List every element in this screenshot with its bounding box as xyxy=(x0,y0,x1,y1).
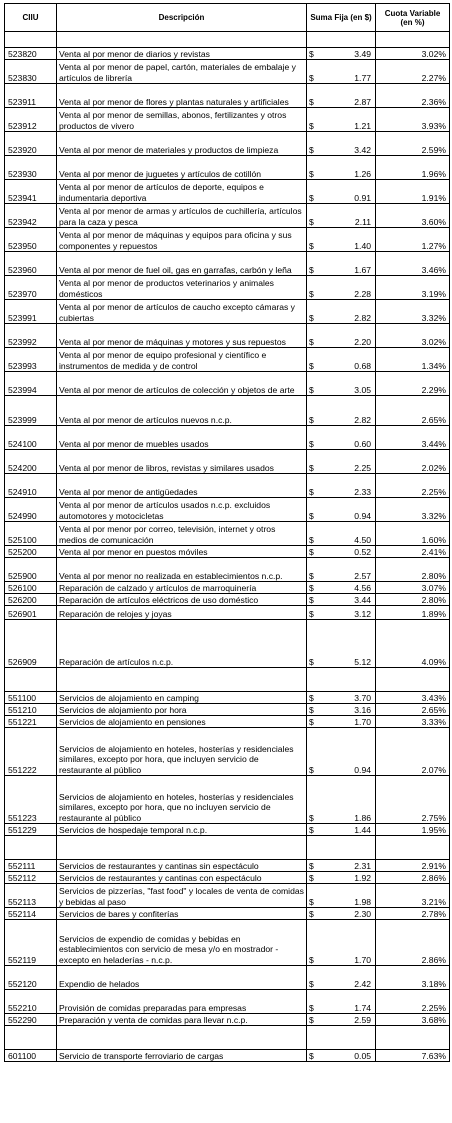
suma-fija-cell: 0.94 xyxy=(319,498,376,522)
suma-fija-cell: 1.70 xyxy=(319,920,376,966)
currency-symbol: $ xyxy=(307,704,319,716)
fee-table xyxy=(4,3,450,1062)
ciiu-cell: 551223 xyxy=(5,776,57,824)
table-row xyxy=(5,204,450,228)
currency-symbol: $ xyxy=(307,324,319,348)
currency-symbol: $ xyxy=(307,474,319,498)
ciiu-cell: 601100 xyxy=(5,1050,57,1062)
cuota-variable-cell: 2.86% xyxy=(376,872,450,884)
cuota-variable-cell: 4.09% xyxy=(376,620,450,668)
suma-fija-cell: 3.70 xyxy=(319,692,376,704)
ciiu-cell xyxy=(5,836,57,860)
suma-fija-cell xyxy=(319,836,376,860)
description-cell: Venta al por menor de artículos usados n.c.p. excluidos automotores y motocicletas xyxy=(57,498,307,522)
suma-fija-cell: 2.42 xyxy=(319,966,376,990)
suma-fija-cell: 2.57 xyxy=(319,558,376,582)
cuota-variable-cell: 3.46% xyxy=(376,252,450,276)
currency-symbol: $ xyxy=(307,522,319,546)
cuota-variable-cell: 2.41% xyxy=(376,546,450,558)
cuota-variable-cell: 1.27% xyxy=(376,228,450,252)
table-row xyxy=(5,396,450,426)
table-row xyxy=(5,824,450,836)
currency-symbol xyxy=(307,1026,319,1050)
cuota-variable-cell: 2.86% xyxy=(376,920,450,966)
cuota-variable-cell: 1.96% xyxy=(376,156,450,180)
fee-table-sheet xyxy=(4,3,449,1116)
description-cell: Venta al por menor de productos veterinarios y animales domésticos xyxy=(57,276,307,300)
currency-symbol: $ xyxy=(307,396,319,426)
currency-symbol: $ xyxy=(307,692,319,704)
description-cell: Venta al por menor no realizada en establecimientos n.c.p. xyxy=(57,558,307,582)
cuota-variable-cell xyxy=(376,668,450,692)
table-row xyxy=(5,836,450,860)
cuota-variable-cell: 3.18% xyxy=(376,966,450,990)
description-cell: Venta al por menor de materiales y productos de limpieza xyxy=(57,132,307,156)
table-row xyxy=(5,692,450,704)
currency-symbol: $ xyxy=(307,180,319,204)
cuota-variable-cell: 3.93% xyxy=(376,108,450,132)
suma-fija-cell: 2.28 xyxy=(319,276,376,300)
table-row xyxy=(5,48,450,60)
cuota-variable-cell: 2.78% xyxy=(376,908,450,920)
table-row xyxy=(5,498,450,522)
table-row xyxy=(5,180,450,204)
suma-fija-cell: 1.92 xyxy=(319,872,376,884)
currency-symbol: $ xyxy=(307,348,319,372)
ciiu-cell: 524200 xyxy=(5,450,57,474)
table-row xyxy=(5,594,450,606)
ciiu-cell xyxy=(5,1026,57,1050)
cuota-variable-cell: 3.32% xyxy=(376,498,450,522)
suma-fija-cell: 1.26 xyxy=(319,156,376,180)
currency-symbol: $ xyxy=(307,204,319,228)
ciiu-cell: 523991 xyxy=(5,300,57,324)
suma-fija-cell: 3.42 xyxy=(319,132,376,156)
table-row xyxy=(5,728,450,776)
currency-symbol: $ xyxy=(307,990,319,1014)
cuota-variable-cell: 2.91% xyxy=(376,860,450,872)
suma-fija-cell: 3.49 xyxy=(319,48,376,60)
table-row xyxy=(5,252,450,276)
ciiu-cell: 551221 xyxy=(5,716,57,728)
currency-symbol: $ xyxy=(307,716,319,728)
cuota-variable-cell: 2.65% xyxy=(376,396,450,426)
cuota-variable-cell: 1.60% xyxy=(376,522,450,546)
cuota-variable-cell: 1.95% xyxy=(376,824,450,836)
cuota-variable-cell: 3.60% xyxy=(376,204,450,228)
ciiu-cell: 523993 xyxy=(5,348,57,372)
description-cell: Venta al por menor de artículos de deporte, equipos e indumentaria deportiva xyxy=(57,180,307,204)
table-row xyxy=(5,522,450,546)
table-row xyxy=(5,426,450,450)
currency-symbol: $ xyxy=(307,966,319,990)
description-cell: Servicios de bares y confiterías xyxy=(57,908,307,920)
description-cell: Reparación de calzado y artículos de marroquinería xyxy=(57,582,307,594)
table-row xyxy=(5,1014,450,1026)
cuota-variable-cell: 3.33% xyxy=(376,716,450,728)
description-cell: Venta al por menor de artículos de colección y objetos de arte xyxy=(57,372,307,396)
currency-symbol: $ xyxy=(307,300,319,324)
table-row xyxy=(5,558,450,582)
table-row xyxy=(5,132,450,156)
cuota-variable-cell: 3.21% xyxy=(376,884,450,908)
cuota-variable-cell: 2.25% xyxy=(376,990,450,1014)
table-row xyxy=(5,1050,450,1062)
cuota-variable-cell: 1.89% xyxy=(376,606,450,620)
currency-symbol: $ xyxy=(307,582,319,594)
table-row xyxy=(5,474,450,498)
ciiu-cell: 523994 xyxy=(5,372,57,396)
ciiu-cell: 523942 xyxy=(5,204,57,228)
table-row xyxy=(5,668,450,692)
table-row xyxy=(5,60,450,84)
suma-fija-cell xyxy=(319,32,376,48)
currency-symbol: $ xyxy=(307,824,319,836)
cuota-variable-cell: 3.02% xyxy=(376,324,450,348)
cuota-variable-cell: 3.44% xyxy=(376,426,450,450)
suma-fija-cell: 3.44 xyxy=(319,594,376,606)
currency-symbol: $ xyxy=(307,776,319,824)
table-row xyxy=(5,84,450,108)
cuota-variable-cell: 2.27% xyxy=(376,60,450,84)
suma-fija-cell: 2.82 xyxy=(319,396,376,426)
description-cell: Venta al por menor de papel, cartón, materiales de embalaje y artículos de librería xyxy=(57,60,307,84)
table-row xyxy=(5,776,450,824)
suma-fija-cell: 2.20 xyxy=(319,324,376,348)
suma-fija-cell: 2.25 xyxy=(319,450,376,474)
suma-fija-cell: 1.77 xyxy=(319,60,376,84)
currency-symbol: $ xyxy=(307,860,319,872)
cuota-variable-cell: 2.07% xyxy=(376,728,450,776)
ciiu-cell: 523920 xyxy=(5,132,57,156)
description-cell: Servicios de expendio de comidas y bebidas en establecimientos con servicio de mesa y/o en mostrador - excepto en heladerías - n.c.p. xyxy=(57,920,307,966)
ciiu-cell: 525100 xyxy=(5,522,57,546)
suma-fija-cell xyxy=(319,668,376,692)
currency-symbol: $ xyxy=(307,884,319,908)
currency-symbol xyxy=(307,668,319,692)
suma-fija-cell: 0.05 xyxy=(319,1050,376,1062)
cuota-variable-cell: 2.65% xyxy=(376,704,450,716)
description-cell: Servicios de alojamiento por hora xyxy=(57,704,307,716)
ciiu-cell xyxy=(5,668,57,692)
suma-fija-cell: 0.60 xyxy=(319,426,376,450)
cuota-variable-cell: 1.34% xyxy=(376,348,450,372)
description-cell: Servicio de transporte ferroviario de cargas xyxy=(57,1050,307,1062)
cuota-variable-cell: 3.19% xyxy=(376,276,450,300)
suma-fija-cell: 1.70 xyxy=(319,716,376,728)
header-descripcion: Descripción xyxy=(57,4,307,32)
header-cuota-variable: Cuota Variable (en %) xyxy=(376,4,450,32)
description-cell: Venta al por menor de muebles usados xyxy=(57,426,307,450)
currency-symbol: $ xyxy=(307,728,319,776)
cuota-variable-cell: 3.43% xyxy=(376,692,450,704)
currency-symbol: $ xyxy=(307,252,319,276)
table-row xyxy=(5,860,450,872)
table-row xyxy=(5,606,450,620)
cuota-variable-cell: 3.07% xyxy=(376,582,450,594)
description-cell: Venta al por menor de máquinas y equipos para oficina y sus componentes y repuestos xyxy=(57,228,307,252)
table-row xyxy=(5,920,450,966)
suma-fija-cell: 1.21 xyxy=(319,108,376,132)
description-cell: Venta al por menor de equipo profesional y científico e instrumentos de medida y de control xyxy=(57,348,307,372)
ciiu-cell: 552114 xyxy=(5,908,57,920)
currency-symbol: $ xyxy=(307,450,319,474)
suma-fija-cell: 2.87 xyxy=(319,84,376,108)
description-cell: Venta al por menor de armas y artículos de cuchillería, artículos para la caza y pesca xyxy=(57,204,307,228)
cuota-variable-cell: 7.63% xyxy=(376,1050,450,1062)
ciiu-cell: 523999 xyxy=(5,396,57,426)
suma-fija-cell: 4.50 xyxy=(319,522,376,546)
table-body xyxy=(5,32,450,1062)
currency-symbol: $ xyxy=(307,594,319,606)
suma-fija-cell: 2.33 xyxy=(319,474,376,498)
suma-fija-cell: 2.59 xyxy=(319,1014,376,1026)
table-row xyxy=(5,704,450,716)
description-cell: Venta al por menor de libros, revistas y similares usados xyxy=(57,450,307,474)
table-row xyxy=(5,872,450,884)
table-row xyxy=(5,450,450,474)
ciiu-cell: 552111 xyxy=(5,860,57,872)
suma-fija-cell: 1.40 xyxy=(319,228,376,252)
description-cell: Reparación de relojes y joyas xyxy=(57,606,307,620)
cuota-variable-cell xyxy=(376,836,450,860)
cuota-variable-cell: 2.80% xyxy=(376,594,450,606)
suma-fija-cell: 2.30 xyxy=(319,908,376,920)
currency-symbol: $ xyxy=(307,498,319,522)
ciiu-cell: 526901 xyxy=(5,606,57,620)
table-row xyxy=(5,156,450,180)
description-cell: Venta al por menor de flores y plantas naturales y artificiales xyxy=(57,84,307,108)
cuota-variable-cell xyxy=(376,32,450,48)
ciiu-cell: 523960 xyxy=(5,252,57,276)
description-cell: Venta al por menor por correo, televisión, internet y otros medios de comunicación xyxy=(57,522,307,546)
ciiu-cell: 552210 xyxy=(5,990,57,1014)
currency-symbol: $ xyxy=(307,156,319,180)
currency-symbol: $ xyxy=(307,546,319,558)
currency-symbol: $ xyxy=(307,276,319,300)
suma-fija-cell: 3.05 xyxy=(319,372,376,396)
ciiu-cell: 551222 xyxy=(5,728,57,776)
suma-fija-cell xyxy=(319,1026,376,1050)
currency-symbol: $ xyxy=(307,620,319,668)
ciiu-cell: 552120 xyxy=(5,966,57,990)
ciiu-cell: 523911 xyxy=(5,84,57,108)
ciiu-cell: 523970 xyxy=(5,276,57,300)
table-row xyxy=(5,276,450,300)
suma-fija-cell: 1.44 xyxy=(319,824,376,836)
description-cell xyxy=(57,32,307,48)
cuota-variable-cell: 2.59% xyxy=(376,132,450,156)
description-cell: Servicios de alojamiento en hoteles, hosterías y residenciales similares, excepto por hora, que no incluyen servicio de restaurante al público xyxy=(57,776,307,824)
currency-symbol: $ xyxy=(307,872,319,884)
ciiu-cell: 551100 xyxy=(5,692,57,704)
currency-symbol: $ xyxy=(307,1014,319,1026)
description-cell: Reparación de artículos eléctricos de uso doméstico xyxy=(57,594,307,606)
currency-symbol: $ xyxy=(307,60,319,84)
ciiu-cell: 551229 xyxy=(5,824,57,836)
description-cell: Preparación y venta de comidas para llevar n.c.p. xyxy=(57,1014,307,1026)
description-cell: Reparación de artículos n.c.p. xyxy=(57,620,307,668)
currency-symbol xyxy=(307,32,319,48)
description-cell: Venta al por menor de antigüedades xyxy=(57,474,307,498)
description-cell: Servicios de alojamiento en camping xyxy=(57,692,307,704)
table-row xyxy=(5,908,450,920)
description-cell: Servicios de pizzerías, "fast food" y locales de venta de comidas y bebidas al paso xyxy=(57,884,307,908)
currency-symbol: $ xyxy=(307,908,319,920)
description-cell: Venta al por menor de máquinas y motores y sus repuestos xyxy=(57,324,307,348)
suma-fija-cell: 2.31 xyxy=(319,860,376,872)
description-cell: Venta al por menor de artículos nuevos n.c.p. xyxy=(57,396,307,426)
ciiu-cell: 525900 xyxy=(5,558,57,582)
description-cell: Servicios de restaurantes y cantinas con espectáculo xyxy=(57,872,307,884)
ciiu-cell: 526200 xyxy=(5,594,57,606)
ciiu-cell: 523950 xyxy=(5,228,57,252)
ciiu-cell: 523912 xyxy=(5,108,57,132)
currency-symbol: $ xyxy=(307,228,319,252)
ciiu-cell: 525200 xyxy=(5,546,57,558)
suma-fija-cell: 0.52 xyxy=(319,546,376,558)
ciiu-cell: 552290 xyxy=(5,1014,57,1026)
ciiu-cell: 552112 xyxy=(5,872,57,884)
table-row xyxy=(5,32,450,48)
ciiu-cell: 524100 xyxy=(5,426,57,450)
suma-fija-cell: 3.16 xyxy=(319,704,376,716)
cuota-variable-cell: 2.75% xyxy=(376,776,450,824)
ciiu-cell: 524990 xyxy=(5,498,57,522)
suma-fija-cell: 1.86 xyxy=(319,776,376,824)
description-cell: Servicios de alojamiento en hoteles, hosterías y residenciales similares, excepto por hora, que incluyen servicio de restaurante al público xyxy=(57,728,307,776)
description-cell: Venta al por menor de fuel oil, gas en garrafas, carbón y leña xyxy=(57,252,307,276)
table-row xyxy=(5,324,450,348)
ciiu-cell: 526100 xyxy=(5,582,57,594)
suma-fija-cell: 1.67 xyxy=(319,252,376,276)
currency-symbol: $ xyxy=(307,1050,319,1062)
cuota-variable-cell: 2.25% xyxy=(376,474,450,498)
currency-symbol: $ xyxy=(307,606,319,620)
header-row xyxy=(5,4,450,32)
cuota-variable-cell xyxy=(376,1026,450,1050)
table-row xyxy=(5,990,450,1014)
suma-fija-cell: 4.56 xyxy=(319,582,376,594)
suma-fija-cell: 1.98 xyxy=(319,884,376,908)
description-cell: Servicios de restaurantes y cantinas sin espectáculo xyxy=(57,860,307,872)
table-row xyxy=(5,620,450,668)
currency-symbol xyxy=(307,836,319,860)
ciiu-cell: 523992 xyxy=(5,324,57,348)
suma-fija-cell: 0.94 xyxy=(319,728,376,776)
ciiu-cell: 523941 xyxy=(5,180,57,204)
cuota-variable-cell: 1.91% xyxy=(376,180,450,204)
suma-fija-cell: 3.12 xyxy=(319,606,376,620)
table-row xyxy=(5,300,450,324)
ciiu-cell: 524910 xyxy=(5,474,57,498)
table-row xyxy=(5,1026,450,1050)
description-cell: Venta al por menor de diarios y revistas xyxy=(57,48,307,60)
suma-fija-cell: 1.74 xyxy=(319,990,376,1014)
description-cell: Servicios de hospedaje temporal n.c.p. xyxy=(57,824,307,836)
cuota-variable-cell: 3.32% xyxy=(376,300,450,324)
cuota-variable-cell: 2.29% xyxy=(376,372,450,396)
currency-symbol: $ xyxy=(307,108,319,132)
suma-fija-cell: 0.91 xyxy=(319,180,376,204)
cuota-variable-cell: 2.80% xyxy=(376,558,450,582)
ciiu-cell: 551210 xyxy=(5,704,57,716)
table-row xyxy=(5,372,450,396)
suma-fija-cell: 0.68 xyxy=(319,348,376,372)
table-row xyxy=(5,228,450,252)
suma-fija-cell: 2.82 xyxy=(319,300,376,324)
description-cell: Provisión de comidas preparadas para empresas xyxy=(57,990,307,1014)
description-cell: Servicios de alojamiento en pensiones xyxy=(57,716,307,728)
currency-symbol: $ xyxy=(307,132,319,156)
description-cell xyxy=(57,836,307,860)
table-row xyxy=(5,716,450,728)
table-row xyxy=(5,966,450,990)
currency-symbol: $ xyxy=(307,558,319,582)
cuota-variable-cell: 3.02% xyxy=(376,48,450,60)
currency-symbol: $ xyxy=(307,920,319,966)
description-cell: Venta al por menor de juguetes y artículos de cotillón xyxy=(57,156,307,180)
table-row xyxy=(5,108,450,132)
description-cell: Venta al por menor de semillas, abonos, fertilizantes y otros productos de vivero xyxy=(57,108,307,132)
cuota-variable-cell: 3.68% xyxy=(376,1014,450,1026)
header-ciiu: CIIU xyxy=(5,4,57,32)
table-row xyxy=(5,884,450,908)
ciiu-cell: 552113 xyxy=(5,884,57,908)
ciiu-cell: 552119 xyxy=(5,920,57,966)
header-suma-fija: Suma Fija (en $) xyxy=(307,4,376,32)
ciiu-cell: 526909 xyxy=(5,620,57,668)
currency-symbol: $ xyxy=(307,426,319,450)
description-cell: Venta al por menor en puestos móviles xyxy=(57,546,307,558)
currency-symbol: $ xyxy=(307,84,319,108)
ciiu-cell: 523820 xyxy=(5,48,57,60)
ciiu-cell: 523830 xyxy=(5,60,57,84)
suma-fija-cell: 2.11 xyxy=(319,204,376,228)
table-row xyxy=(5,582,450,594)
description-cell: Venta al por menor de artículos de caucho excepto cámaras y cubiertas xyxy=(57,300,307,324)
cuota-variable-cell: 2.02% xyxy=(376,450,450,474)
ciiu-cell: 523930 xyxy=(5,156,57,180)
description-cell xyxy=(57,1026,307,1050)
table-row xyxy=(5,546,450,558)
description-cell xyxy=(57,668,307,692)
table-row xyxy=(5,348,450,372)
description-cell: Expendio de helados xyxy=(57,966,307,990)
cuota-variable-cell: 2.36% xyxy=(376,84,450,108)
suma-fija-cell: 5.12 xyxy=(319,620,376,668)
currency-symbol: $ xyxy=(307,48,319,60)
currency-symbol: $ xyxy=(307,372,319,396)
ciiu-cell xyxy=(5,32,57,48)
